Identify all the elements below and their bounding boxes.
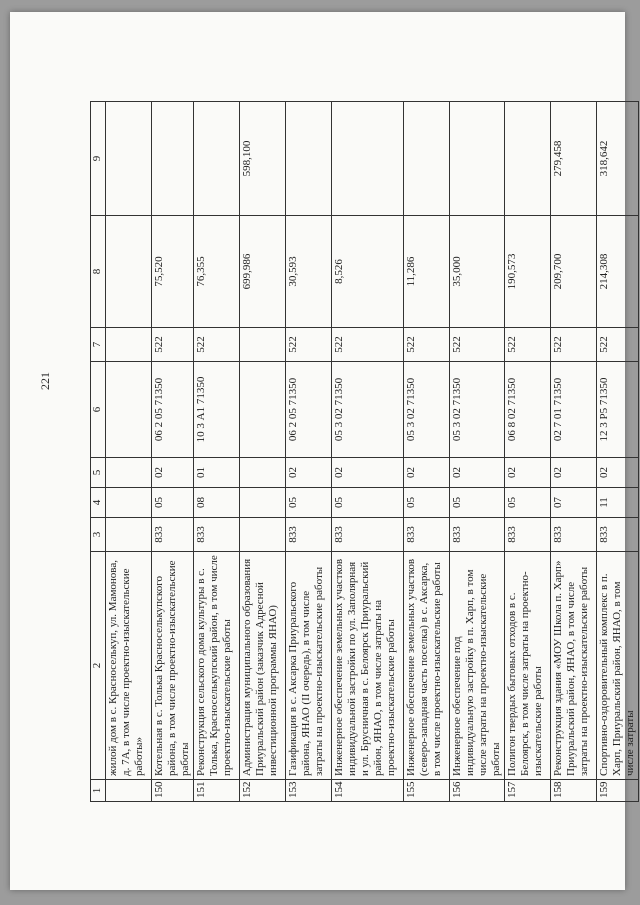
code-section: 05 [332,488,404,518]
col-header: 5 [91,458,106,488]
object-name: Инженерное обеспечение земельных участков (северо-западная часть поселка) в с. Аксарка, в том числе проектно-изыскательские работы [404,552,450,780]
code-target-article: 05 3 02 71350 [332,362,404,458]
code-expense-type [106,328,152,362]
code-expense-type: 522 [332,328,404,362]
amount-col8: 699,986 [240,216,286,328]
row-number: 156 [450,780,505,802]
code-target-article: 06 2 05 71350 [286,362,332,458]
amount-col8: 30,593 [286,216,332,328]
table-row [332,102,404,802]
code-expense-type: 522 [286,328,332,362]
code-expense-type: 522 [551,328,597,362]
code-target-article: 06 8 02 71350 [505,362,551,458]
code-grbs [240,518,286,552]
amount-col9 [505,102,551,216]
code-grbs: 833 [152,518,194,552]
amount-col8: 75,520 [152,216,194,328]
code-section: 11 [597,488,639,518]
object-name: Администрация муниципального образования Приуральский район (заказчик Адресной инвестиционной программы ЯНАО) [240,552,286,780]
code-expense-type: 522 [194,328,240,362]
table-row [505,102,551,802]
code-grbs: 833 [332,518,404,552]
table-row [597,102,639,802]
amount-col9 [450,102,505,216]
amount-col9 [332,102,404,216]
amount-col9: 279,458 [551,102,597,216]
code-section: 05 [505,488,551,518]
table-row [152,102,194,802]
code-section: 08 [194,488,240,518]
object-name: Спортивно-оздоровительный комплекс в п. Харп, Приуральский район, ЯНАО, в том числе затраты [597,552,639,780]
amount-col8: 76,355 [194,216,240,328]
code-grbs: 833 [450,518,505,552]
row-number: 153 [286,780,332,802]
code-subsection: 01 [194,458,240,488]
col-header: 6 [91,362,106,458]
row-number: 157 [505,780,551,802]
code-subsection [240,458,286,488]
table-row [551,102,597,802]
code-subsection: 02 [286,458,332,488]
table-row [194,102,240,802]
object-name: Инженерное обеспечение под индивидуальную застройку в п. Харп, в том числе затраты на проектно-изыскательские работы [450,552,505,780]
table-row [404,102,450,802]
row-number: 154 [332,780,404,802]
code-target-article: 05 3 02 71350 [450,362,505,458]
amount-col9: 318,642 [597,102,639,216]
code-section: 05 [450,488,505,518]
code-section [106,488,152,518]
row-number: 151 [194,780,240,802]
row-number: 158 [551,780,597,802]
amount-col8: 214,308 [597,216,639,328]
code-target-article: 02 7 01 71350 [551,362,597,458]
amount-col8: 8,526 [332,216,404,328]
page-number: 221 [38,372,52,390]
object-name: Реконструкция здания «МОУ Школа п. Харп» Приуральский район, ЯНАО, в том числе затраты на проектно-изыскательские работы [551,552,597,780]
code-expense-type: 522 [404,328,450,362]
code-target-article [106,362,152,458]
col-header: 1 [91,780,106,802]
table-row [286,102,332,802]
table-row [450,102,505,802]
code-target-article: 05 3 02 71350 [404,362,450,458]
col-header: 9 [91,102,106,216]
code-grbs: 833 [505,518,551,552]
object-name: Реконструкция сельского дома культуры в с. Толька, Красноселькупский район, в том числе проектно-изыскательские работы [194,552,240,780]
code-subsection: 02 [152,458,194,488]
code-grbs: 833 [404,518,450,552]
code-subsection: 02 [505,458,551,488]
code-target-article [240,362,286,458]
object-name: Котельная в с. Толька Красноселькупского района, в том числе проектно-изыскательские работы [152,552,194,780]
amount-col9 [194,102,240,216]
row-number: 159 [597,780,639,802]
code-expense-type: 522 [505,328,551,362]
code-grbs: 833 [597,518,639,552]
amount-col9 [404,102,450,216]
object-name: Инженерное обеспечение земельных участков индивидуальной застройки по ул. Заполярная и ул. Брусничная в с. Белоярск Приуральский район, ЯНАО, в том числе затраты на проектно-изыскательские работы [332,552,404,780]
code-expense-type [240,328,286,362]
code-subsection: 02 [404,458,450,488]
code-subsection: 02 [450,458,505,488]
code-section: 07 [551,488,597,518]
row-number [106,780,152,802]
budget-table [90,101,639,802]
code-grbs: 833 [551,518,597,552]
code-subsection: 02 [597,458,639,488]
code-section: 05 [404,488,450,518]
code-grbs: 833 [194,518,240,552]
amount-col8: 190,573 [505,216,551,328]
col-header: 8 [91,216,106,328]
row-number: 152 [240,780,286,802]
table-row [106,102,152,802]
table-row [240,102,286,802]
amount-col9: 598,100 [240,102,286,216]
amount-col9 [152,102,194,216]
code-target-article: 06 2 05 71350 [152,362,194,458]
code-target-article: 12 3 Р5 71350 [597,362,639,458]
document-page [10,12,636,890]
col-header: 3 [91,518,106,552]
code-grbs: 833 [286,518,332,552]
code-section: 05 [286,488,332,518]
amount-col8 [106,216,152,328]
object-name: Газификация в с. Аксарка Приуральского района, ЯНАО (II очередь), в том числе затраты на проектно-изыскательские работы [286,552,332,780]
code-section [240,488,286,518]
code-section: 05 [152,488,194,518]
code-grbs [106,518,152,552]
object-name: Полигон твердых бытовых отходов в с. Белоярск, в том числе затраты на проектно-изыскательские работы [505,552,551,780]
code-subsection: 02 [551,458,597,488]
col-header: 4 [91,488,106,518]
col-header: 7 [91,328,106,362]
amount-col8: 11,286 [404,216,450,328]
code-subsection [106,458,152,488]
header-row [91,102,106,802]
row-number: 150 [152,780,194,802]
row-number: 155 [404,780,450,802]
code-expense-type: 522 [597,328,639,362]
amount-col9 [106,102,152,216]
budget-table-rotated [90,102,636,802]
code-expense-type: 522 [450,328,505,362]
amount-col9 [286,102,332,216]
col-header: 2 [91,552,106,780]
code-expense-type: 522 [152,328,194,362]
amount-col8: 35,000 [450,216,505,328]
code-target-article: 10 3 А1 71350 [194,362,240,458]
code-subsection: 02 [332,458,404,488]
amount-col8: 209,700 [551,216,597,328]
object-name: жилой дом в с. Красноселькуп, ул. Мамонова, д. 7А, в том числе проектно-изыскательские работы» [106,552,152,780]
